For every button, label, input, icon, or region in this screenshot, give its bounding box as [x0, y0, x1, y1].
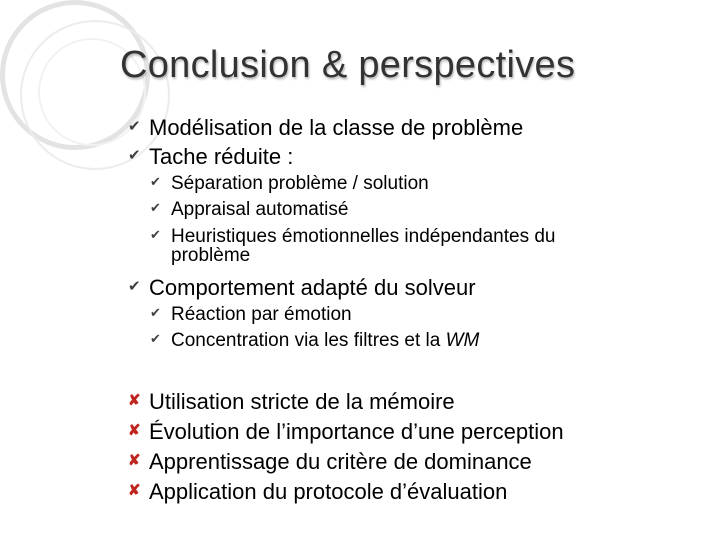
checkmark-icon: ✔ [150, 331, 161, 346]
sub-bullet-text-line2: problème [171, 245, 251, 266]
sub-bullet-text [171, 226, 555, 267]
checkmark-icon: ✔ [128, 278, 141, 295]
cross-icon: ✘ [128, 392, 141, 409]
cross-icon: ✘ [128, 422, 141, 439]
checkmark-icon: ✔ [150, 227, 161, 242]
checkmark-icon: ✔ [150, 174, 161, 189]
sub-bullet-text [171, 330, 479, 352]
checkmark-icon: ✔ [150, 305, 161, 320]
cross-icon: ✘ [128, 452, 141, 469]
sub-bullet-text-line1: Heuristiques émotionnelles indépendantes du [171, 226, 556, 247]
cross-icon: ✘ [128, 482, 141, 499]
sub-bullet-text: Réaction par émotion [171, 304, 352, 325]
bullet-text: Modélisation de la classe de problème [149, 115, 524, 140]
checkmark-icon: ✔ [128, 147, 141, 164]
checkmark-icon: ✔ [150, 200, 161, 215]
sub-bullet-text: Séparation problème / solution [171, 173, 429, 194]
sub-bullet-text: Appraisal automatisé [171, 199, 349, 220]
bullet-text: Utilisation stricte de la mémoire [149, 389, 455, 414]
bullet-text: Comportement adapté du solveur [149, 275, 476, 300]
bullet-text: Tache réduite : [149, 144, 294, 169]
checkmark-icon: ✔ [128, 118, 141, 135]
slide-title: Conclusion & perspectives [120, 44, 576, 86]
bullet-text: Apprentissage du critère de dominance [149, 449, 532, 474]
concentration-text: Concentration via les filtres et la [171, 330, 446, 351]
bullet-text: Application du protocole d’évaluation [149, 479, 508, 504]
bullet-text: Évolution de l’importance d’une perception [149, 419, 564, 444]
wm-abbreviation: WM [445, 330, 480, 351]
